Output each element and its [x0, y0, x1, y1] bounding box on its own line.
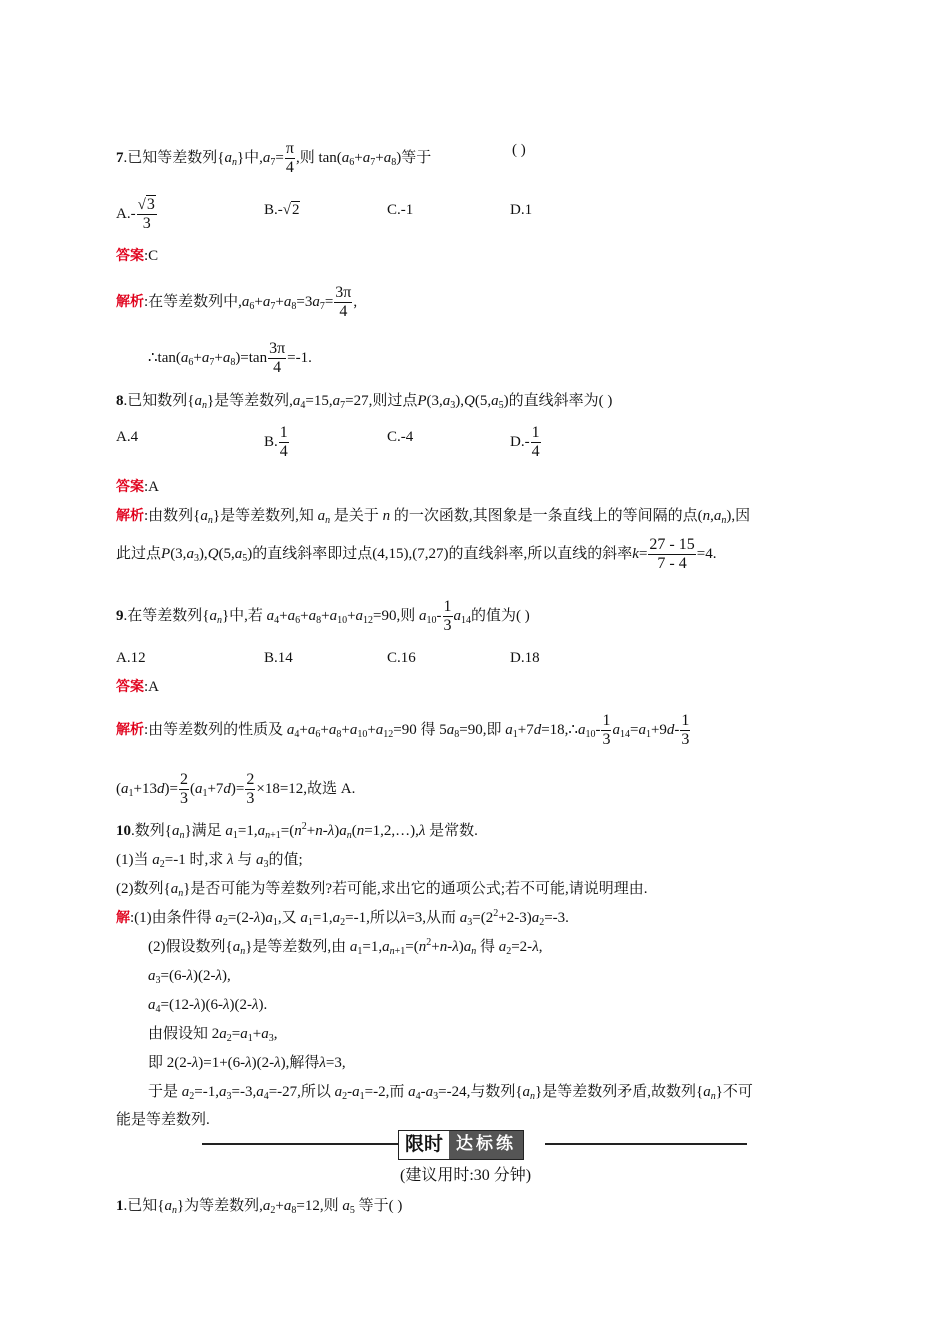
q7-stem: 7.已知等差数列$\{a_n\}$中$,a_7=$ $\frac{\pi}{4}$ ,则 $\tan(a_6+a_7+a_8)$等于: [116, 140, 432, 176]
q10-solution-2: (2)假设数列$\{a_n\}$是等差数列,由 $a_1=1,a_{n+1}=(n^2+n-\lambda)a_n$ 得 $a_2=2-\lambda$,: [148, 937, 543, 957]
q7-analysis-line2: $\therefore\tan(a_6+a_7+a_8)=\tan$ $\frac{3\pi}{4}$ =-1.: [148, 340, 312, 376]
section-divider-left: [202, 1143, 398, 1145]
q10-stem: 10.数列$\{a_n\}$满足 $a_1=1,a_{n+1}=(n^2+n-\lambda)a_n(n=1,2,\dots),\lambda$ 是常数.: [116, 821, 478, 841]
section-divider-right: [545, 1143, 747, 1145]
q10-solution-8: 能是等差数列.: [116, 1112, 210, 1128]
q9-analysis: 解析:由等差数列的性质及 $a_4+a_6+a_8+a_{10}+a_{12}=90$ 得 $5a_8=90$,即 $a_1+7d=18,\therefore a_{10}-$ $\frac{1}{3}$ $a_{14}=a_1+9d-$ $\frac{1}{3}$: [116, 712, 690, 748]
analysis-label: 解析: [116, 293, 144, 310]
q10-solution-4: $a_4=(12-\lambda)(6-\lambda)(2-\lambda)$.: [148, 997, 268, 1015]
q9-answer: 答案:A: [116, 679, 159, 695]
q8-option-c[interactable]: C.-4: [387, 429, 414, 445]
q7-analysis: 解析:在等差数列中$,a_6+a_7+a_8=3a_7=$ $\frac{3\pi}{4}$ ,: [116, 284, 358, 320]
q9-option-a[interactable]: A.12: [116, 650, 146, 666]
q10-solution-7: 于是 $a_2=-1,a_3=-3,a_4=-27$,所以 $a_2-a_1=-2$,而 $a_4-a_3=-24$,与数列$\{a_n\}$是等差数列矛盾,故数列$\{a_n\}$不可: [148, 1084, 753, 1102]
section-title-right: 达标练: [449, 1131, 523, 1159]
time-hint: (建议用时:30 分钟): [400, 1167, 532, 1184]
q10-part1: (1)当 $a_2=-1$ 时,求 λ 与 $a_3$的值;: [116, 852, 303, 870]
answer-label: 答案: [116, 248, 144, 264]
q7-option-a[interactable]: A.- $\frac{√3}{3}$: [116, 196, 155, 232]
q8-answer: 答案:A: [116, 479, 159, 495]
q8-analysis: 解析:由数列$\{a_n\}$是等差数列,知 $a_n$ 是关于 n 的一次函数,其图象是一条直线上的等间隔的点$(n,a_n)$,因: [116, 508, 751, 526]
q9-option-b[interactable]: B.14: [264, 650, 293, 666]
q8-option-d[interactable]: D.- $\frac{1}{4}$: [510, 424, 540, 460]
q8-stem: 8.已知数列$\{a_n\}$是等差数列$,a_4=15,a_7=27$,则过点$P(3,a_3),Q(5,a_5)$的直线斜率为( ): [116, 393, 613, 411]
solution-label: 解: [116, 910, 130, 926]
q7-option-b[interactable]: B.-√2: [264, 202, 300, 218]
q8-analysis-line2: 此过点$P(3,a_3),Q(5,a_5)$的直线斜率即过点(4,15),(7,27)的直线斜率,所以直线的斜率k= $\frac{27 - 15}{7 - 4}$ =4.: [116, 536, 717, 572]
q8-option-a[interactable]: A.4: [116, 429, 139, 445]
q7-fraction: $\frac{\pi}{4}$: [285, 140, 294, 176]
q8-option-b[interactable]: B. $\frac{1}{4}$: [264, 424, 288, 460]
q9-analysis-line2: $(a_1+13d)=$ $\frac{2}{3}$ $(a_1+7d)=$ $\frac{2}{3}$ ×18=12,故选 A.: [116, 771, 356, 807]
q7-option-c[interactable]: C.-1: [387, 202, 414, 218]
section-title-left: 限时: [399, 1131, 449, 1159]
q7-option-d[interactable]: D.1: [510, 202, 533, 218]
q9-stem: 9.在等差数列$\{a_n\}$中,若 $a_4+a_6+a_8+a_{10}+a_{12}=90$,则 $a_{10}-$ $\frac{1}{3}$ $a_{14}$的值为( ): [116, 598, 530, 634]
q10-solution-3: $a_3=(6-\lambda)(2-\lambda)$,: [148, 968, 231, 986]
section-title: [398, 1130, 524, 1160]
q9-option-d[interactable]: D.18: [510, 650, 540, 666]
q10-solution-5: 由假设知 $2a_2=a_1+a_3$,: [148, 1026, 278, 1044]
q7-answer: 答案:C: [116, 248, 159, 264]
q1-stem: 1.已知$\{a_n\}$为等差数列$,a_2+a_8=12$,则 $a_5$ 等于( ): [116, 1198, 403, 1216]
q10-solution-6: 即 2(2-λ)=1+(6-λ)(2-λ),解得λ=3,: [148, 1055, 346, 1071]
q7-number: 7: [116, 149, 124, 166]
q9-option-c[interactable]: C.16: [387, 650, 416, 666]
q10-part2: (2)数列$\{a_n\}$是否可能为等差数列?若可能,求出它的通项公式;若不可能,请说明理由.: [116, 881, 648, 899]
q7-paren: ( ): [512, 142, 526, 158]
q10-solution-1: 解:(1)由条件得 $a_2=(2-\lambda)a_1$,又 $a_1=1,a_2=-1$,所以λ=3,从而 $a_3=(2^2+2-3)a_2=-3$.: [116, 908, 569, 928]
